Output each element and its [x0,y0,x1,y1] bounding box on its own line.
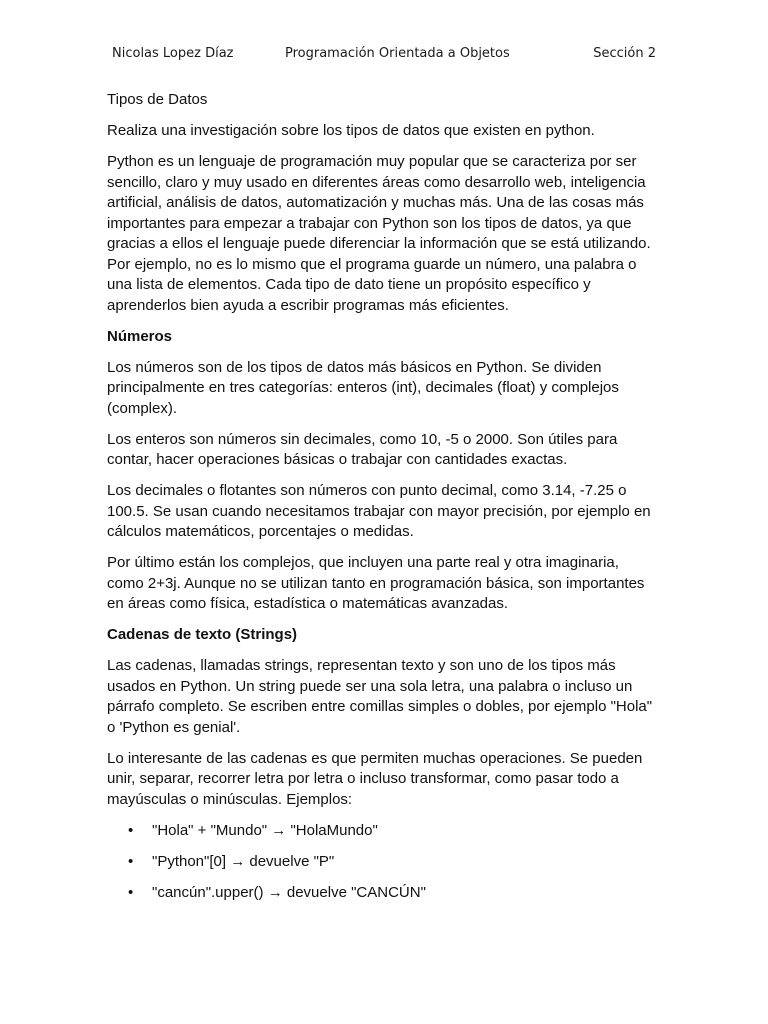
bullet-icon: • [128,883,134,901]
paragraph: Los decimales o flotantes son números con punto decimal, como 3.14, -7.25 o 100.5. Se usan cuando necesitamos trabajar con mayor precisión, por ejemplo en cálculos matemáticos, porcentajes o medidas. [107,482,651,540]
section-heading-strings: Cadenas de texto (Strings) [107,626,298,643]
list-item [107,883,655,904]
bullet-icon: • [128,852,134,870]
intro-paragraph: Python es un lenguaje de programación muy popular que se caracteriza por ser sencillo, claro y muy usado en diferentes áreas como desarrollo web, inteligencia artificial, análisis de datos, automatización y muchas más. Una de las cosas más importantes para empezar a trabajar con Python son los tipos de datos, ya que gracias a ellos el lenguaje puede diferenciar la información que se está utilizando. Por ejemplo, no es lo mismo que el programa guarde un número, una palabra o una lista de elementos. Cada tipo de dato tiene un propósito específico y aprenderlos bien ayuda a escribir programas más eficientes. [107,153,651,314]
paragraph: Las cadenas, llamadas strings, representan texto y son uno de los tipos más usados en Python. Un string puede ser una sola letra, una palabra o incluso un párrafo completo. Se escriben entre comillas simples o dobles, por ejemplo "Hola" o 'Python es genial'. [107,657,653,736]
paragraph: Los enteros son números sin decimales, como 10, -5 o 2000. Son útiles para contar, hacer operaciones básicas o trabajar con cantidades exactas. [107,430,618,468]
topic-title: Tipos de Datos [107,91,208,108]
page-header [0,46,768,66]
paragraph: Por último están los complejos, que incluyen una parte real y otra imaginaria, como 2+3j. Aunque no se utilizan tanto en programación básica, son importantes en áreas como física, estadística o matemáticas avanzadas. [107,554,645,612]
document-body [107,90,655,914]
list-item [107,852,655,873]
assignment-text: Realiza una investigación sobre los tipos de datos que existen en python. [107,122,595,139]
paragraph: Los números son de los tipos de datos más básicos en Python. Se dividen principalmente en tres categorías: enteros (int), decimales (float) y complejos (complex). [107,358,619,417]
header-author: Nicolas Lopez Díaz [112,46,234,61]
examples-list [107,821,655,904]
section-heading-numbers: Números [107,327,173,345]
header-course: Programación Orientada a Objetos [285,46,510,61]
bullet-icon: • [128,821,134,839]
list-item-text: "cancún".upper() → devuelve "CANCÚN" [152,883,426,901]
header-section: Sección 2 [593,46,656,61]
paragraph: Lo interesante de las cadenas es que permiten muchas operaciones. Se pueden unir, separar, recorrer letra por letra o incluso transformar, como pasar todo a mayúsculas o minúsculas. Ejemplos: [107,749,643,808]
list-item [107,821,655,842]
list-item-text: "Hola" + "Mundo" → "HolaMundo" [152,821,378,839]
list-item-text: "Python"[0] → devuelve "P" [152,852,335,870]
